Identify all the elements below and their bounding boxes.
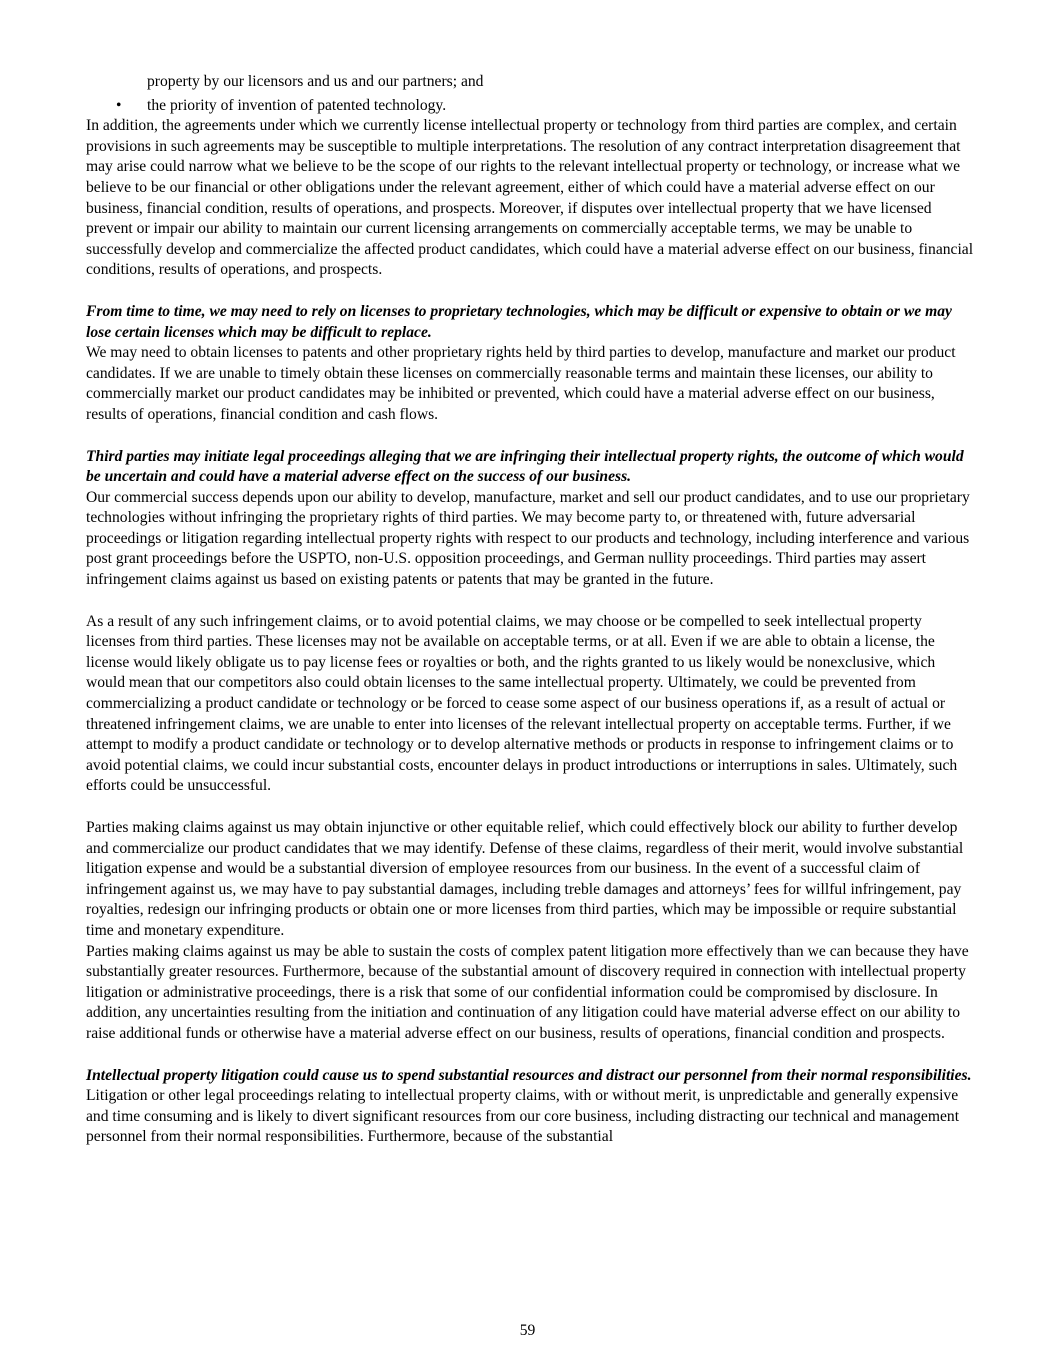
page-number: 59: [519, 1322, 536, 1339]
paragraph-license-agreements: In addition, the agreements under which we currently license intellectual property or technology from third parties are complex, and certain provisions in such agreements may be susceptible to multiple interpretations. The resolution of any contract interpretation disagreement that may arise could narrow what we believe to be the scope of our rights to the relevant intellectual property or technology, or increase what we believe to be our financial or other obligations under the relevant agreement, either of which could have a material adverse effect on our business, financial condition, results of operations, and prospects. Moreover, if disputes over intellectual property that we have licensed prevent or impair our ability to maintain our current licensing arrangements on commercially acceptable terms, we may be unable to successfully develop and commercialize the affected product candidates, which could have a material adverse effect on our business, financial conditions, results of operations, and prospects.: [86, 117, 974, 279]
continued-list-item-text: property by our licensors and us and our partners; and: [147, 73, 484, 90]
paragraph-injunctive-relief: Parties making claims against us may obtain injunctive or other equitable relief, which could effectively block our ability to further develop and commercialize our product candidates that we may identify. Defense of these claims, regardless of their merit, would involve substantial litigation expense and would be a substantial diversion of employee resources from our business. In the event of a successful claim of infringement against us, we may have to pay substantial damages, including treble damages and attorneys’ fees for willful infringement, pay royalties, redesign our infringing products or obtain one or more licenses from third parties, which may be impossible or require substantial time and monetary expenditure.: [86, 819, 964, 939]
paragraph-patent-litigation-costs: Parties making claims against us may be able to sustain the costs of complex patent litigation more effectively than we can because they have substantially greater resources. Furthermore, because of the substantial amount of discovery required in connection with intellectual property litigation or administrative proceedings, there is a risk that some of our confidential information could be compromised by disclosure. In addition, any uncertainties resulting from the initiation and continuation of any litigation could have material adverse effect on our ability to raise additional funds or otherwise have a material adverse effect on our business, results of operations, financial condition and prospects.: [86, 942, 969, 1042]
paragraph-obtain-licenses: We may need to obtain licenses to patents and other proprietary rights held by third parties to develop, manufacture and market our product candidates. If we are unable to timely obtain these licenses on commercially reasonable terms and maintain these licenses, our ability to commercially market our product candidates may be inhibited or prevented, which could have a material adverse effect on our business, results of operations, financial condition and cash flows.: [86, 344, 956, 423]
section-heading-proprietary-licenses: From time to time, we may need to rely on licenses to proprietary technologies, which may be difficult or expensive to obtain or we may lose certain licenses which may be difficult to replace.: [86, 302, 952, 341]
paragraph-commercial-success: Our commercial success depends upon our ability to develop, manufacture, market and sell our product candidates, and to use our proprietary technologies without infringing the proprietary rights of third parties. We may become party to, or threatened with, future adversarial proceedings or litigation regarding intellectual property rights with respect to our products and technology, including interference and various post grant proceedings before the USPTO, non-U.S. opposition proceedings, and German nullity proceedings. Third parties may assert infringement claims against us based on existing patents or patents that may be granted in the future.: [86, 488, 970, 589]
bullet-item-text: the priority of invention of patented technology.: [147, 96, 447, 114]
bullet-icon: •: [116, 96, 122, 114]
page-body: [86, 72, 974, 1148]
paragraph-litigation-expense: Litigation or other legal proceedings relating to intellectual property claims, with or without merit, is unpredictable and generally expensive and time consuming and is likely to divert significant resources from our core business, including distracting our technical and management personnel from their normal responsibilities. Furthermore, because of the substantial: [86, 1087, 960, 1146]
section-heading-legal-proceedings: Third parties may initiate legal proceedings alleging that we are infringing their intellectual property rights, the outcome of which would be uncertain and could have a material adverse effect on the success of our business.: [86, 447, 964, 486]
section-heading-ip-litigation: Intellectual property litigation could cause us to spend substantial resources and distract our personnel from their normal responsibilities.: [86, 1066, 972, 1084]
paragraph-infringement-claims: As a result of any such infringement claims, or to avoid potential claims, we may choose or be compelled to seek intellectual property licenses from third parties. These licenses may not be available on acceptable terms, or at all. Even if we are able to obtain a license, the license would likely obligate us to pay license fees or royalties or both, and the rights granted to us likely would be nonexclusive, which would mean that our competitors also could obtain licenses to the same intellectual property. Ultimately, we could be prevented from commercializing a product candidate or technology or be forced to cease some aspect of our business operations if, as a result of actual or threatened infringement claims, we are unable to enter into licenses of the relevant intellectual property on acceptable terms. Further, if we attempt to modify a product candidate or technology or to develop alternative methods or products in response to infringement claims or to avoid potential claims, we could incur substantial costs, encounter delays in product introductions or interruptions in sales. Ultimately, such efforts could be unsuccessful.: [86, 612, 958, 795]
bullet-list-item: [86, 96, 974, 117]
